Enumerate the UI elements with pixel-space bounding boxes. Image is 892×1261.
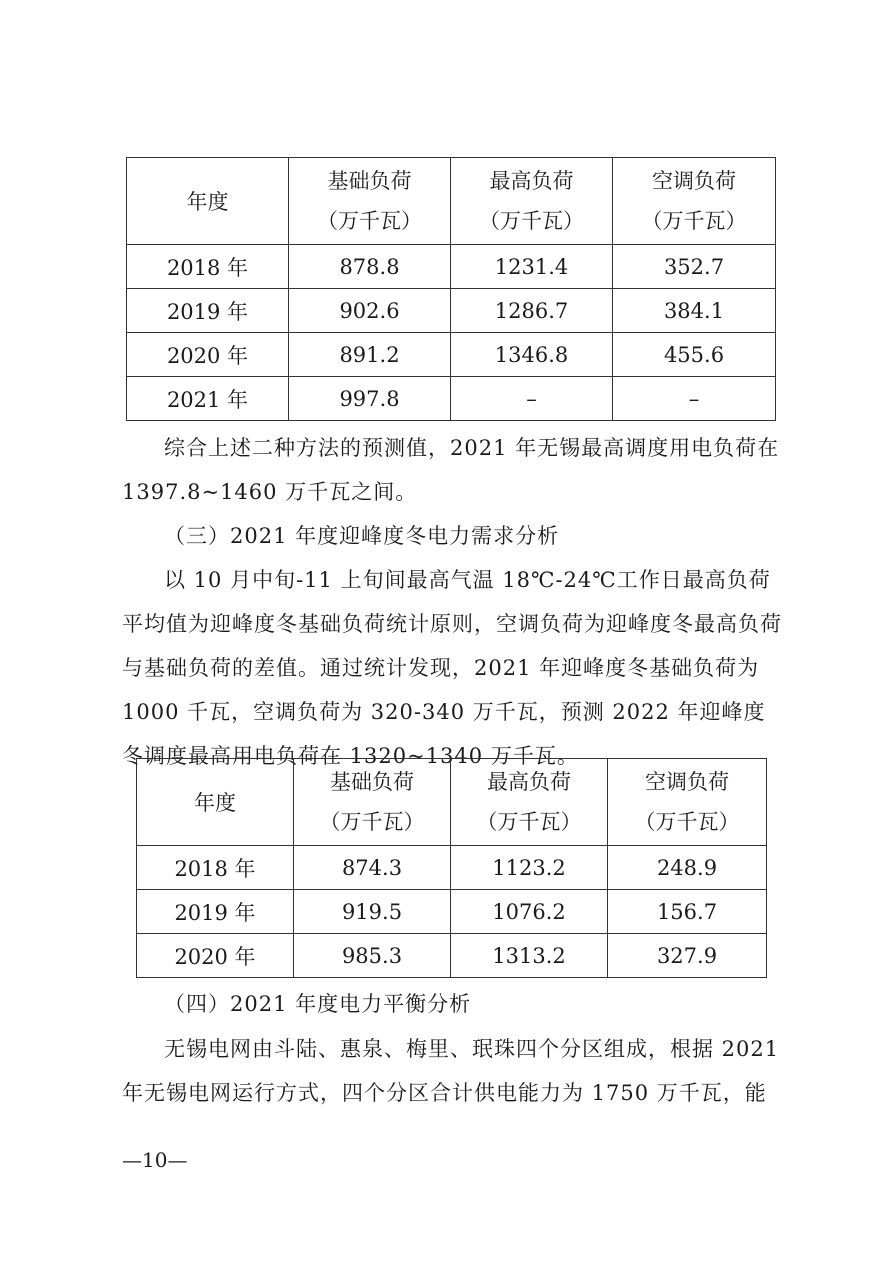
cell-peak-load: 1123.2 [451,846,608,890]
header-ac-load: 空调负荷 （万千瓦） [613,158,776,245]
cell-year: 2018 年 [127,245,289,289]
cell-peak-load: 1313.2 [451,934,608,978]
header-peak-load: 最高负荷 （万千瓦） [451,759,608,846]
cell-ac-load: 455.6 [613,333,776,377]
table-row [127,377,776,421]
cell-year: 2020 年 [127,333,289,377]
cell-base-load: 891.2 [289,333,451,377]
page-number: —10— [122,1148,188,1172]
cell-ac-load: 327.9 [608,934,767,978]
cell-year: 2021 年 [127,377,289,421]
cell-peak-load: – [451,377,613,421]
cell-ac-load: 352.7 [613,245,776,289]
cell-year: 2018 年 [137,846,294,890]
cell-peak-load: 1346.8 [451,333,613,377]
cell-base-load: 919.5 [294,890,451,934]
cell-ac-load: 384.1 [613,289,776,333]
winter-demand-paragraph: 以 10 月中旬-11 上旬间最高气温 18℃-24℃工作日最高负荷平均值为迎峰度冬基础负荷统计原则，空调负荷为迎峰度冬最高负荷与基础负荷的差值。通过统计发现，2021 年迎峰度冬基础负荷为 1000 千瓦，空调负荷为 320-340 万千瓦，预测 2022 年迎峰度冬调度最高用电负荷在 1320~1340 万千瓦。 [122,568,782,768]
table-header-row [127,158,776,245]
table-row [137,934,767,978]
header-base-load: 基础负荷 （万千瓦） [289,158,451,245]
table-row [127,245,776,289]
base-load-summer-table [126,157,776,421]
cell-base-load: 878.8 [289,245,451,289]
cell-base-load: 985.3 [294,934,451,978]
header-ac-load: 空调负荷 （万千瓦） [608,759,767,846]
cell-peak-load: 1286.7 [451,289,613,333]
table-row [137,890,767,934]
cell-year: 2019 年 [127,289,289,333]
cell-peak-load: 1231.4 [451,245,613,289]
cell-ac-load: – [613,377,776,421]
header-peak-load: 最高负荷 （万千瓦） [451,158,613,245]
cell-year: 2019 年 [137,890,294,934]
forecast-summary-paragraph: 综合上述二种方法的预测值，2021 年无锡最高调度用电负荷在 1397.8~1460 万千瓦之间。 [122,436,780,504]
section-heading-power-balance: （四）2021 年度电力平衡分析 [164,992,472,1016]
cell-year: 2020 年 [137,934,294,978]
table-row [137,846,767,890]
header-base-load: 基础负荷 （万千瓦） [294,759,451,846]
cell-ac-load: 156.7 [608,890,767,934]
table-header-row [137,759,767,846]
cell-base-load: 902.6 [289,289,451,333]
base-load-winter-table [136,758,767,978]
cell-peak-load: 1076.2 [451,890,608,934]
header-year: 年度 [127,158,289,245]
cell-ac-load: 248.9 [608,846,767,890]
table-row [127,289,776,333]
section-heading-winter-demand: （三）2021 年度迎峰度冬电力需求分析 [164,524,560,548]
table-row [127,333,776,377]
power-balance-paragraph: 无锡电网由斗陆、惠泉、梅里、珉珠四个分区组成，根据 2021 年无锡电网运行方式，四个分区合计供电能力为 1750 万千瓦，能 [122,1037,780,1105]
cell-base-load: 997.8 [289,377,451,421]
header-year: 年度 [137,759,294,846]
cell-base-load: 874.3 [294,846,451,890]
